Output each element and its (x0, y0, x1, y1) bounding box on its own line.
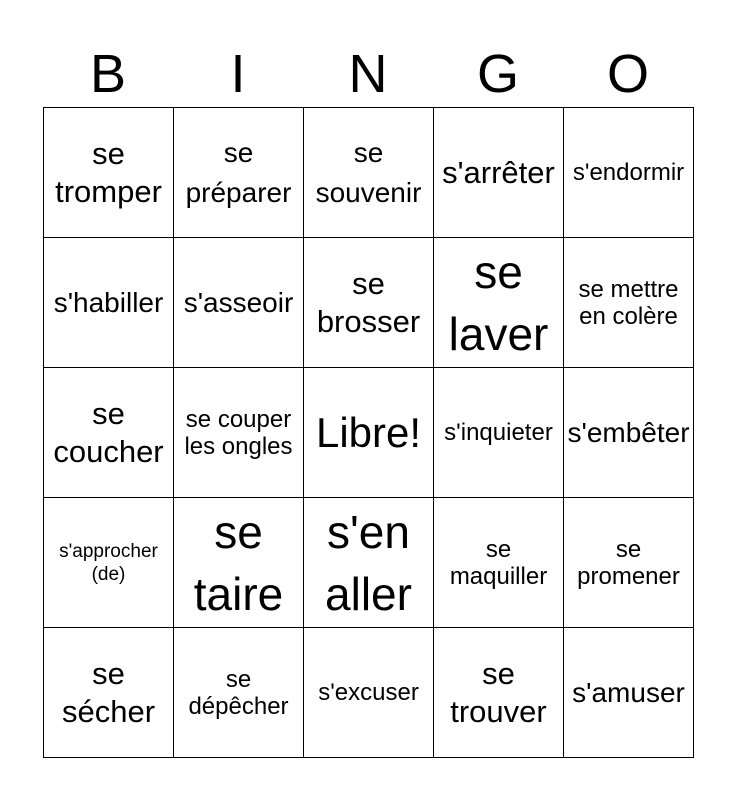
bingo-cell[interactable] (434, 498, 564, 628)
cell-label: se souvenir (315, 136, 422, 208)
bingo-cell[interactable] (304, 498, 434, 628)
bingo-cell[interactable] (564, 628, 694, 758)
free-space-label: Libre! (315, 408, 422, 456)
bingo-cell[interactable] (434, 108, 564, 238)
cell-label: s'inquieter (444, 419, 553, 446)
bingo-cell[interactable] (564, 108, 694, 238)
cell-label: se brosser (316, 265, 421, 339)
cell-label: se tromper (55, 135, 162, 209)
cell-label: se coucher (53, 395, 164, 469)
bingo-cell[interactable] (44, 368, 174, 498)
header-letter-b: B (89, 44, 127, 104)
bingo-cell[interactable] (434, 238, 564, 368)
bingo-cell[interactable] (564, 498, 694, 628)
cell-label: se maquiller (449, 535, 548, 590)
cell-label: s'embêter (567, 416, 690, 448)
cell-label: se dépêcher (188, 665, 289, 720)
cell-label: s'amuser (572, 676, 685, 708)
bingo-cell[interactable] (304, 628, 434, 758)
header-letter-n: N (348, 44, 388, 104)
cell-label: s'arrêter (442, 154, 555, 190)
card-row (44, 628, 694, 758)
bingo-cell[interactable] (304, 108, 434, 238)
bingo-header (43, 40, 693, 108)
bingo-cell[interactable] (174, 498, 304, 628)
cell-label: se trouver (450, 655, 547, 729)
bingo-cell[interactable] (174, 368, 304, 498)
header-letter-o: O (606, 44, 649, 104)
cell-label: se laver (448, 245, 549, 360)
bingo-cell[interactable] (564, 238, 694, 368)
bingo-cell[interactable] (174, 628, 304, 758)
cell-label: se taire (193, 505, 284, 620)
bingo-cell[interactable] (304, 238, 434, 368)
cell-label: se mettre en colère (578, 275, 679, 330)
cell-label: s'endormir (572, 159, 685, 186)
bingo-cell[interactable] (44, 238, 174, 368)
bingo-cell[interactable] (174, 238, 304, 368)
card-row (44, 238, 694, 368)
cell-label: s'excuser (318, 679, 419, 706)
bingo-cell[interactable] (564, 368, 694, 498)
cell-label: se préparer (185, 136, 292, 208)
bingo-cell[interactable] (44, 498, 174, 628)
card-row (44, 108, 694, 238)
bingo-cell[interactable] (434, 368, 564, 498)
cell-label: se couper les ongles (184, 405, 293, 460)
bingo-cell[interactable] (44, 628, 174, 758)
header-letter-g: G (476, 44, 519, 104)
cell-label: s'habiller (53, 286, 164, 318)
bingo-cell[interactable] (174, 108, 304, 238)
cell-label: s'approcher (de) (59, 540, 158, 585)
cell-label: se sécher (61, 655, 156, 729)
cell-label: s'asseoir (183, 286, 294, 318)
bingo-card (43, 107, 694, 758)
cell-label: se promener (577, 535, 680, 590)
free-space-cell[interactable] (304, 368, 434, 498)
bingo-cell[interactable] (434, 628, 564, 758)
cell-label: s'en aller (325, 505, 412, 620)
card-row (44, 368, 694, 498)
card-row (44, 498, 694, 628)
header-letter-i: I (230, 44, 246, 104)
bingo-cell[interactable] (44, 108, 174, 238)
